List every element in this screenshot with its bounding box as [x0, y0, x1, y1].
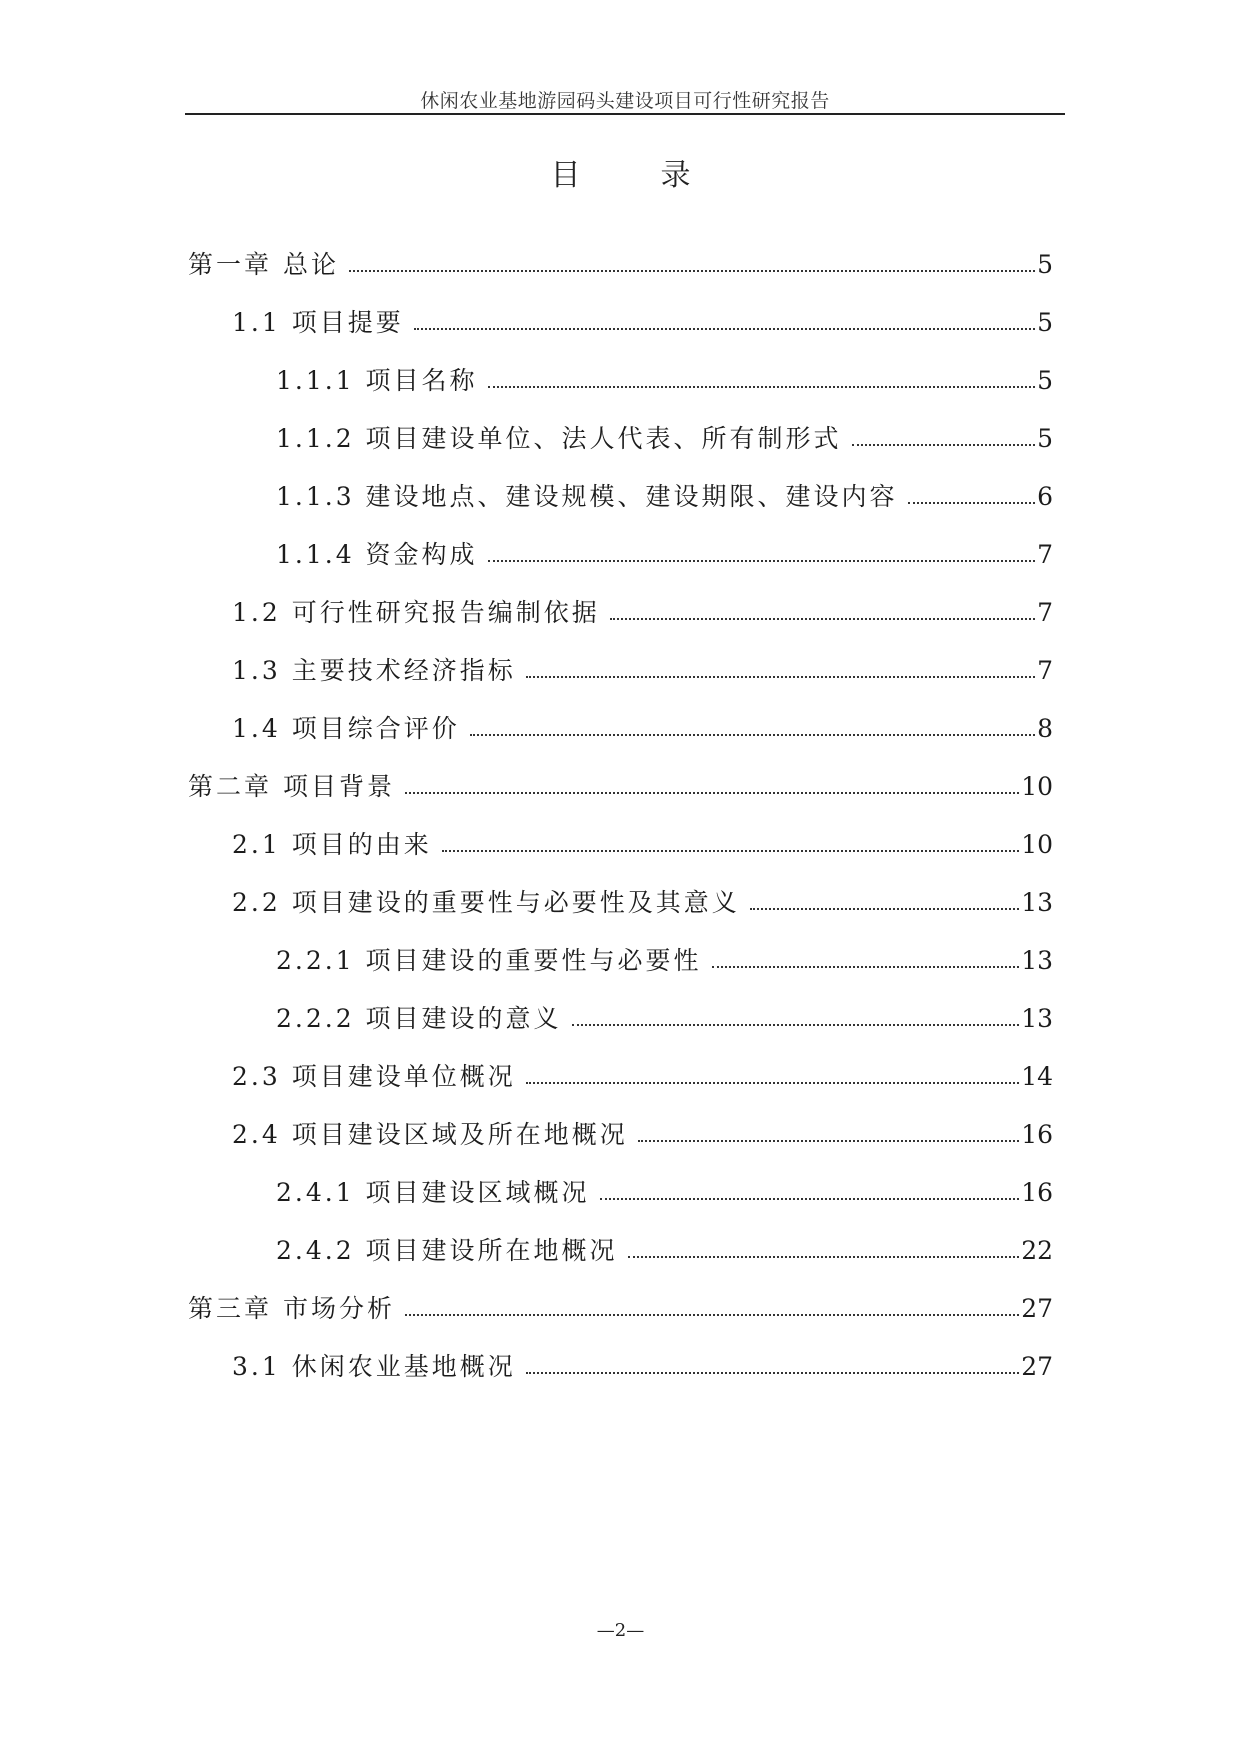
dot-leader	[908, 502, 1036, 504]
toc-entry-page: 7	[1037, 598, 1053, 627]
toc-entry-1-1[interactable]	[232, 298, 1053, 338]
dot-leader	[712, 966, 1020, 968]
toc-entry-1-4[interactable]	[232, 704, 1053, 744]
dot-leader	[526, 676, 1035, 678]
toc-entry-ch1[interactable]	[188, 240, 1053, 280]
toc-entry-page: 14	[1021, 1062, 1053, 1091]
dot-leader	[600, 1198, 1020, 1200]
toc-entry-label: 1.1.2 项目建设单位、法人代表、所有制形式	[276, 424, 842, 453]
dot-leader	[414, 328, 1035, 330]
toc-entry-1-1-3[interactable]	[276, 472, 1053, 512]
toc-entry-3-1[interactable]	[232, 1342, 1053, 1382]
running-header: 休闲农业基地游园码头建设项目可行性研究报告	[420, 90, 830, 112]
toc-entry-2-4-2[interactable]	[276, 1226, 1053, 1266]
dot-leader	[638, 1140, 1019, 1142]
toc-entry-label: 2.2.1 项目建设的重要性与必要性	[276, 946, 702, 975]
toc-entry-label: 2.4.2 项目建设所在地概况	[276, 1236, 618, 1265]
toc-entry-page: 6	[1037, 482, 1053, 511]
toc-entry-2-2[interactable]	[232, 878, 1053, 918]
toc-entry-page: 10	[1021, 830, 1053, 859]
toc-entry-label: 2.1 项目的由来	[232, 830, 432, 859]
toc-entry-page: 7	[1037, 540, 1053, 569]
toc-entry-ch2[interactable]	[188, 762, 1053, 802]
toc-entry-label: 1.1.1 项目名称	[276, 366, 478, 395]
toc-entry-2-2-2[interactable]	[276, 994, 1053, 1034]
dot-leader	[349, 270, 1035, 272]
toc-entry-label: 1.3 主要技术经济指标	[232, 656, 516, 685]
toc-entry-1-2[interactable]	[232, 588, 1053, 628]
toc-entry-ch3[interactable]	[188, 1284, 1053, 1324]
toc-entry-label: 第三章 市场分析	[188, 1294, 395, 1323]
toc-entry-1-1-2[interactable]	[276, 414, 1053, 454]
dot-leader	[442, 850, 1019, 852]
toc-entry-label: 2.2.2 项目建设的意义	[276, 1004, 562, 1033]
toc-entry-page: 16	[1021, 1178, 1053, 1207]
toc-entry-label: 2.4.1 项目建设区域概况	[276, 1178, 590, 1207]
toc-entry-1-1-1[interactable]	[276, 356, 1053, 396]
toc-entry-page: 5	[1037, 308, 1053, 337]
dot-leader	[526, 1082, 1019, 1084]
toc-entry-page: 16	[1021, 1120, 1053, 1149]
toc-entry-2-1[interactable]	[232, 820, 1053, 860]
dot-leader	[852, 444, 1036, 446]
toc-entry-label: 第一章 总论	[188, 250, 339, 279]
page-number: —2—	[596, 1620, 645, 1641]
toc-title-char-1: 目	[550, 158, 581, 193]
toc-entry-label: 2.2 项目建设的重要性与必要性及其意义	[232, 888, 740, 917]
dot-leader	[470, 734, 1035, 736]
toc-entry-page: 8	[1037, 714, 1053, 743]
toc-entry-label: 1.4 项目综合评价	[232, 714, 460, 743]
toc-entry-label: 1.1.3 建设地点、建设规模、建设期限、建设内容	[276, 482, 898, 511]
toc-entry-page: 5	[1037, 366, 1053, 395]
toc-entry-1-1-4[interactable]	[276, 530, 1053, 570]
dot-leader	[488, 560, 1036, 562]
toc-entry-page: 7	[1037, 656, 1053, 685]
toc-entry-label: 1.2 可行性研究报告编制依据	[232, 598, 600, 627]
toc-entry-label: 3.1 休闲农业基地概况	[232, 1352, 516, 1381]
toc-entry-page: 22	[1021, 1236, 1053, 1265]
dot-leader	[750, 908, 1019, 910]
toc-entry-2-2-1[interactable]	[276, 936, 1053, 976]
toc-entry-label: 1.1.4 资金构成	[276, 540, 478, 569]
toc-entry-1-3[interactable]	[232, 646, 1053, 686]
dot-leader	[526, 1372, 1019, 1374]
toc-entry-label: 2.4 项目建设区域及所在地概况	[232, 1120, 628, 1149]
toc-entry-page: 13	[1021, 946, 1053, 975]
dot-leader	[628, 1256, 1020, 1258]
toc-entry-page: 27	[1021, 1352, 1053, 1381]
dot-leader	[610, 618, 1035, 620]
toc-entry-page: 5	[1037, 250, 1053, 279]
toc-entry-2-4-1[interactable]	[276, 1168, 1053, 1208]
dot-leader	[488, 386, 1036, 388]
toc-entry-label: 1.1 项目提要	[232, 308, 404, 337]
dot-leader	[405, 792, 1019, 794]
toc-entry-2-3[interactable]	[232, 1052, 1053, 1092]
toc-entry-2-4[interactable]	[232, 1110, 1053, 1150]
dot-leader	[405, 1314, 1019, 1316]
toc-entry-page: 13	[1021, 888, 1053, 917]
dot-leader	[572, 1024, 1020, 1026]
toc-entry-page: 27	[1021, 1294, 1053, 1323]
toc-entry-label: 第二章 项目背景	[188, 772, 395, 801]
toc-entry-label: 2.3 项目建设单位概况	[232, 1062, 516, 1091]
toc-title-char-2: 录	[660, 158, 691, 193]
toc-entry-page: 5	[1037, 424, 1053, 453]
toc-entry-page: 13	[1021, 1004, 1053, 1033]
toc-entry-page: 10	[1021, 772, 1053, 801]
